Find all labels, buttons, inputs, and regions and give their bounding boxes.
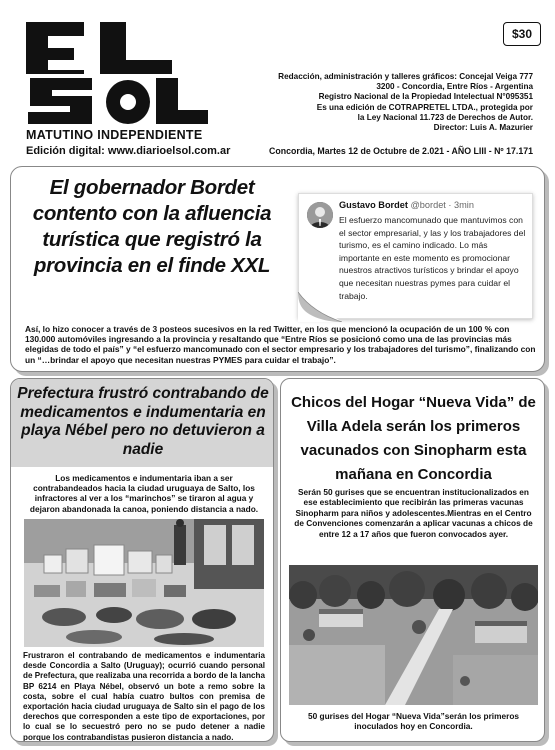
vacunacion-caption: 50 gurises del Hogar “Nueva Vida”serán los primeros inoculados hoy en Concordia.	[307, 711, 520, 732]
price-badge: $30	[503, 22, 541, 46]
imprint	[233, 72, 533, 133]
vacunacion-lead: Serán 50 gurises que se encuentran institucionalizados en ese establecimiento que recibirán las primeras vacunas Sinopharm para niños y adolescentes.Mientras en el Centro de Convenciones comenzarán a aplicar vacunas a chicos de entre 12 a 17 años que fueron convocados ayer.	[294, 487, 533, 539]
slogan: MATUTINO INDEPENDIENTE	[26, 128, 203, 142]
imprint-line: la Ley Nacional 11.723 de Derechos de Autor.	[357, 112, 533, 122]
top-story-summary: Así, lo hizo conocer a través de 3 posteos sucesivos en la red Twitter, en los que mencionó la ocupación de un 100 % con 130.000 automóviles ingresando a la provincia y resaltando que “Entre Ríos se posicionó como una de las provincias más elegidas de todo el país” y “el esfuerzo mancomunado con el sector empresario y los trabajadores del turismo”, finalizando con un “…brindar el apoyo que necesitan nuestras PYMES para cuidar el trabajo”.	[25, 324, 536, 365]
vacunacion-story[interactable]	[280, 378, 545, 742]
vacunacion-headline[interactable]: Chicos del Hogar “Nueva Vida” de Villa Adela serán los primeros vacunados con Sinopharm esta mañana en Concordia	[291, 394, 536, 483]
tweet-text: El esfuerzo mancomunado que mantuvimos con el sector empresarial, y las y los trabajadores del turismo, es el camino indicado. Lo más importante en este momento es promocionar nuestros atractivos turísticos y brindar el apoyo que necesitan nuestras pymes para cuidar el trabajo.	[339, 215, 526, 301]
tweet-handle: @bordet · 3min	[410, 200, 474, 210]
imprint-line: Es una edición de COTRAPRETEL LTDA., protegida por	[316, 102, 533, 112]
top-story-headline[interactable]: El gobernador Bordet contento con la afluencia turística que registró la provincia en el finde XXL	[32, 176, 272, 277]
prefectura-headline[interactable]: Prefectura frustró contrabando de medicamentos e indumentaria en playa Nébel pero no detuvieron a nadie	[17, 385, 269, 458]
prefectura-lead: Los medicamentos e indumentaria iban a ser contrabandeados hacia la ciudad uruguaya de Salto, los infractores al ver a los “marinchos” se tiraron al agua y dejaron abandonada la canoa, poniendo distancia a nado.	[29, 473, 259, 514]
el-sol-logo	[22, 18, 210, 128]
prefectura-story[interactable]	[10, 378, 274, 742]
seized-goods-image	[24, 519, 264, 647]
prefectura-body: Frustraron el contrabando de medicamentos e indumentaria desde Concordia a Salto (Uruguay); ocurrió cuando personal de Prefectura, que realizaba una recorrida a bordo de la lancha BP 6214 en Playa Nébel, observó un bote a remo sobre la costa, sobre el cual había cuatro bultos con premisa de exportación hacia ciudad uruguaya de Salto sin el pago de los derechos que corresponden a este tipo de exportaciones, por lo cual se lo secuestró pero no se pudo detener a nadie porque los contrabandistas pusieron distancia a nado.	[23, 651, 265, 742]
imprint-line: Redacción, administración y talleres gráficos: Concejal Veiga 777	[278, 72, 533, 81]
tweet-header	[339, 200, 474, 210]
imprint-line: Director: Luis A. Mazurier	[433, 123, 533, 133]
seized-goods-photo	[24, 519, 264, 647]
hogar-aerial-image	[289, 565, 538, 705]
edition-url[interactable]: Edición digital: www.diarioelsol.com.ar	[26, 145, 231, 157]
masthead	[0, 0, 555, 162]
imprint-line: 3200 - Concordia, Entre Ríos - Argentina	[376, 82, 533, 92]
avatar	[307, 202, 333, 228]
top-story[interactable]	[10, 166, 545, 372]
tweet-author[interactable]: Gustavo Bordet	[339, 200, 408, 210]
dateline: Concordia, Martes 12 de Octubre de 2.021 - AÑO LIII - Nº 17.171	[269, 146, 533, 156]
imprint-line: Registro Nacional de la Propiedad Intelectual N°095351	[318, 92, 533, 102]
hogar-aerial-photo	[289, 565, 538, 705]
page-curl-icon	[298, 292, 342, 322]
person-icon	[307, 202, 333, 228]
